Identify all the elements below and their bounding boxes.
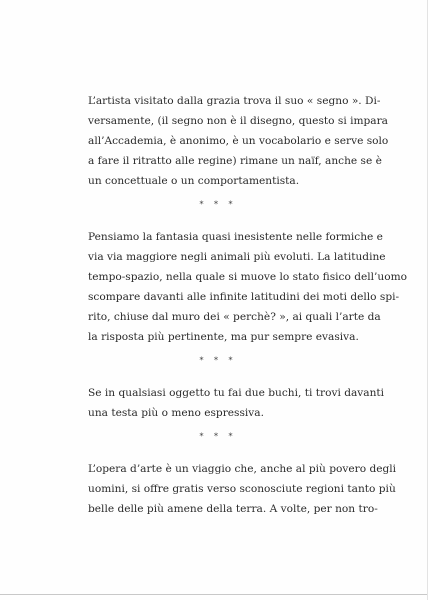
paragraph-2 <box>88 227 408 347</box>
text-column <box>88 91 408 519</box>
text-line: Se in qualsiasi oggetto tu fai due buchi, ti trovi davanti <box>88 387 385 399</box>
paragraph-3 <box>88 383 385 423</box>
paragraph-4 <box>88 459 397 519</box>
text-line: via via maggiore negli animali più evoluti. La latitudine <box>88 251 386 263</box>
text-line: a fare il ritratto alle regine) rimane un naïf, anche se è <box>88 155 382 167</box>
section-separator: * * * <box>199 432 237 441</box>
text-line: L’artista visitato dalla grazia trova il suo « segno ». Di- <box>88 95 381 107</box>
text-line: uomini, si offre gratis verso sconosciute regioni tanto più <box>88 483 396 495</box>
text-line: rito, chiuse dal muro dei « perchè? », ai quali l’arte da <box>88 311 381 323</box>
text-line: Pensiamo la fantasia quasi inesistente nelle formiche e <box>88 231 383 243</box>
text-line: un concettuale o un comportamentista. <box>88 175 300 187</box>
text-line: la risposta più pertinente, ma pur sempre evasiva. <box>88 331 359 343</box>
text-line: tempo-spazio, nella quale si muove lo stato fisico dell’uomo <box>88 271 408 283</box>
section-separator: * * * <box>199 356 237 365</box>
text-line: belle delle più amene della terra. A volte, per non tro- <box>88 503 378 515</box>
paragraph-1 <box>88 91 389 191</box>
text-line: scompare davanti alle infinite latitudini dei moti dello spi- <box>88 291 400 303</box>
text-line: all’Accademia, è anonimo, è un vocabolario e serve solo <box>88 135 389 147</box>
page-bottom-edge <box>0 594 428 595</box>
text-line: una testa più o meno espressiva. <box>88 407 264 419</box>
text-line: L’opera d’arte è un viaggio che, anche al più povero degli <box>88 463 397 475</box>
section-separator: * * * <box>199 200 237 209</box>
text-line: versamente, (il segno non è il disegno, questo si impara <box>88 115 388 127</box>
